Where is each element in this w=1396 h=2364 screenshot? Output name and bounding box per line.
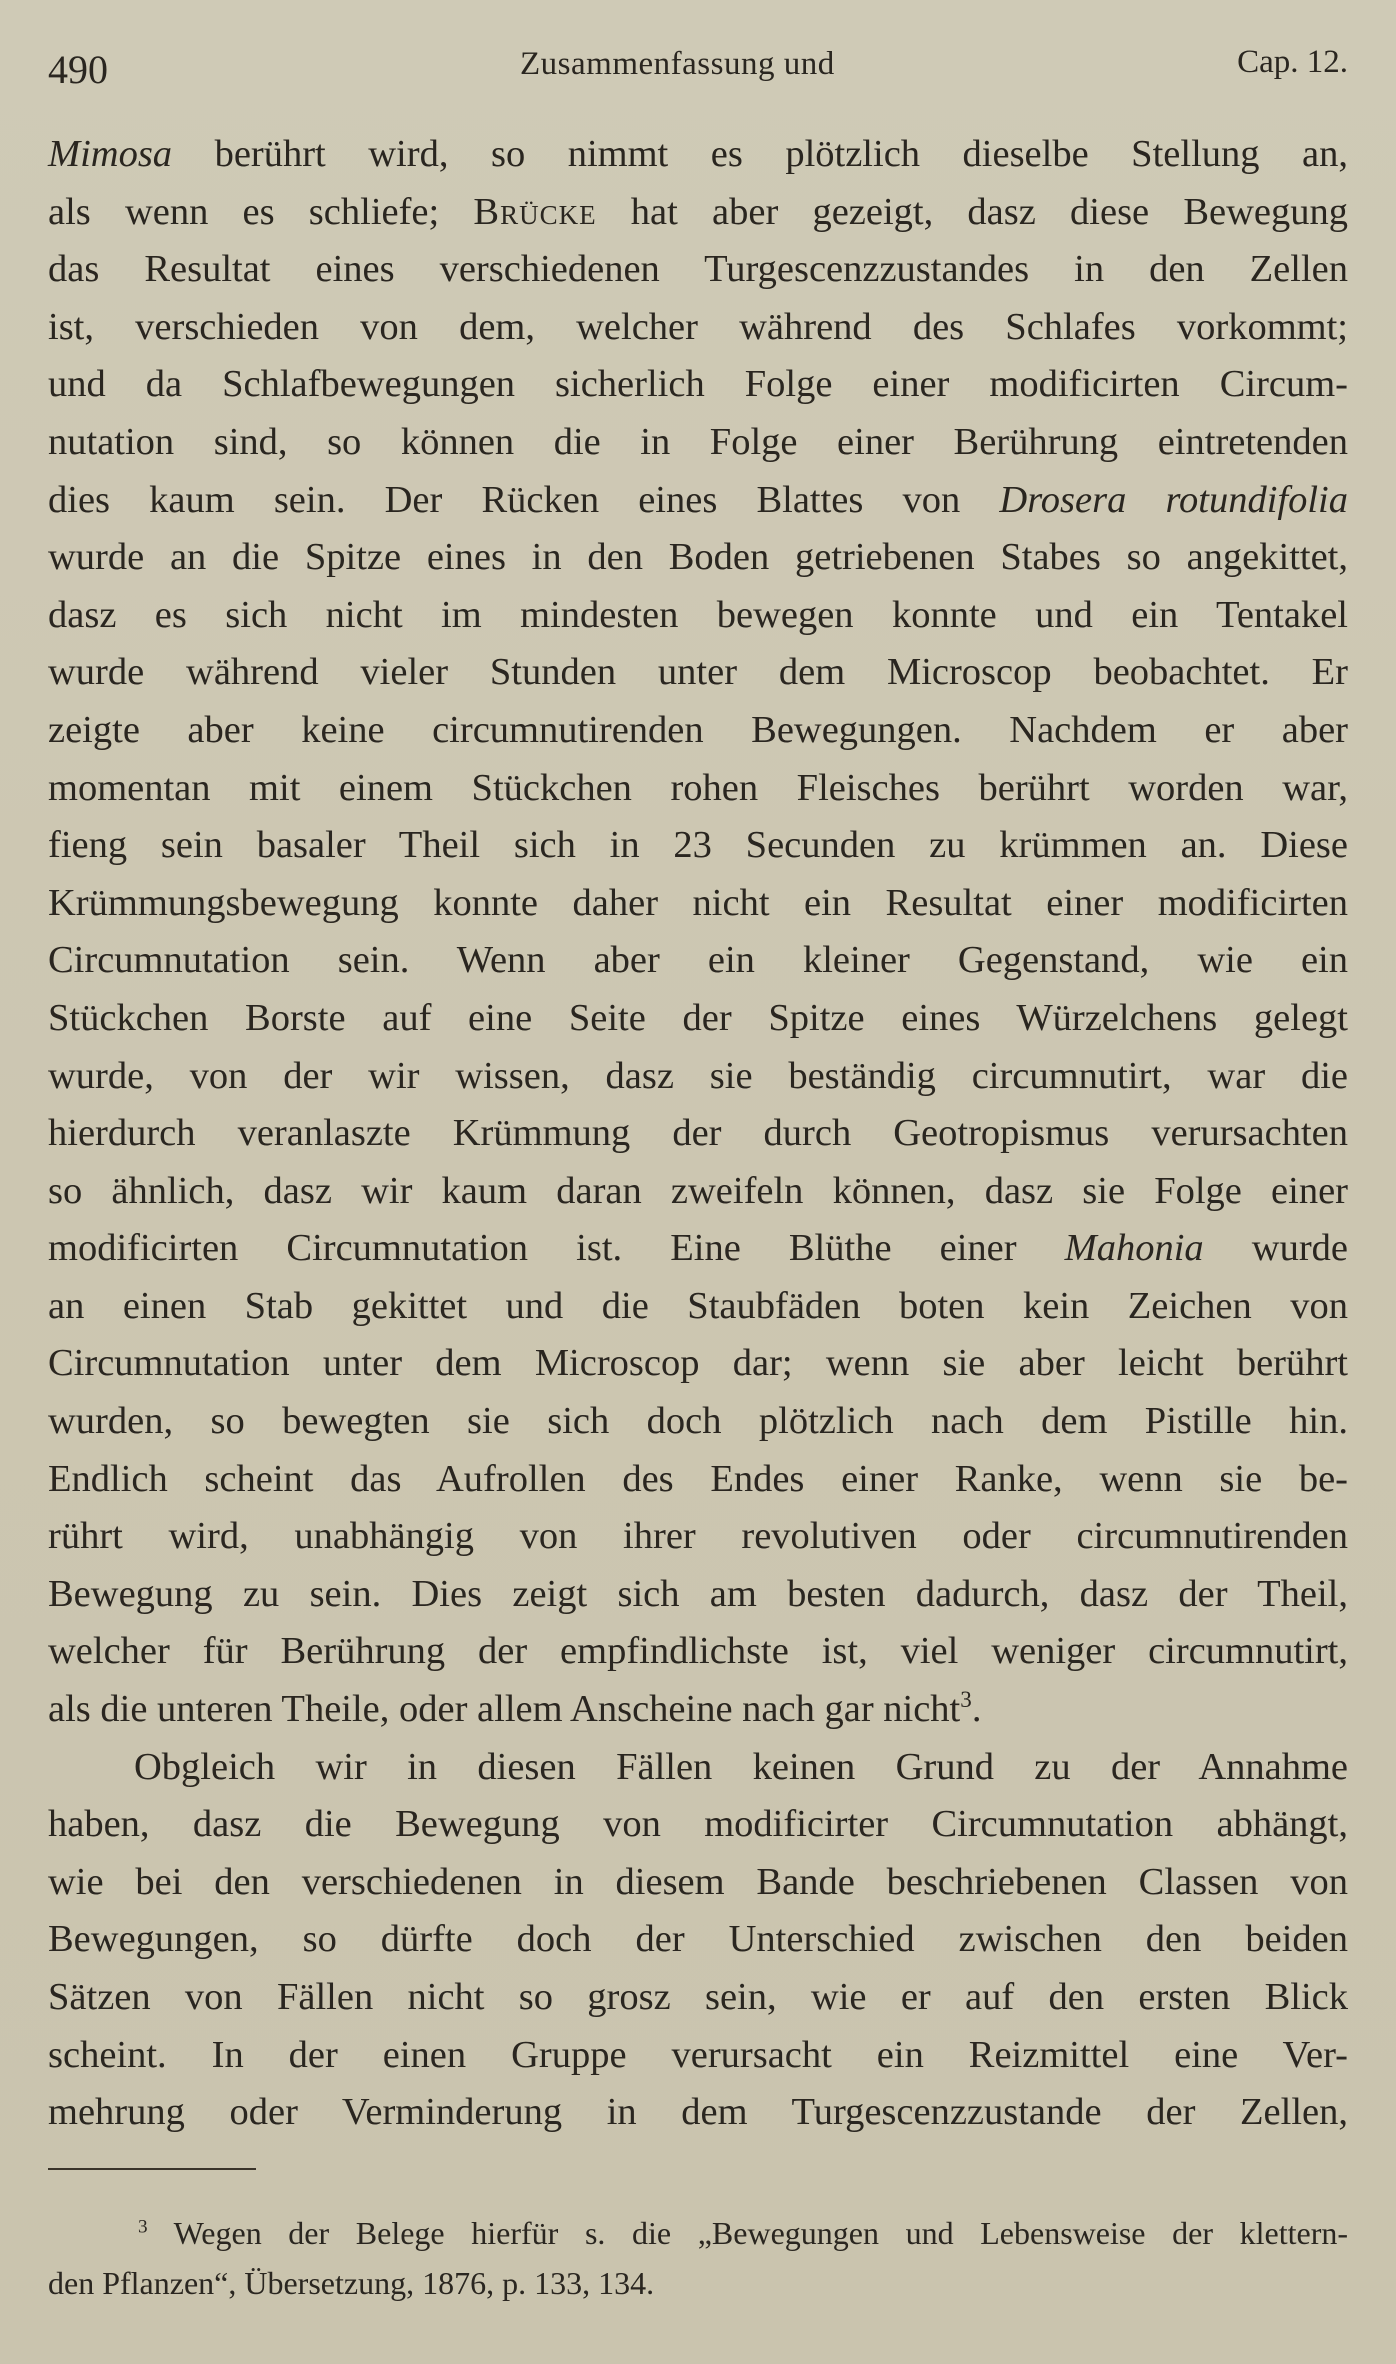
body-text (48, 126, 1348, 2142)
text-line: ist, verschieden von dem, welcher während des Schlafes vorkommt; (48, 305, 1348, 348)
text-line: Bewegungen, so dürfte doch der Unterschied zwischen den beiden (48, 1918, 1348, 1961)
text-line: so ähnlich, dasz wir kaum daran zweifeln können, dasz sie Folge einer (48, 1169, 1348, 1212)
text-line: momentan mit einem Stückchen rohen Fleisches berührt worden war, (48, 766, 1348, 809)
text-line: zeigte aber keine circumnutirenden Bewegungen. Nachdem er aber (48, 708, 1348, 751)
text-line: wurde während vieler Stunden unter dem Microscop beobachtet. Er (48, 651, 1348, 694)
text-line: Circumnutation sein. Wenn aber ein kleiner Gegenstand, wie ein (48, 939, 1348, 982)
running-title: Zusammenfassung und (520, 46, 835, 82)
text-line: als die unteren Theile, oder allem Anscheine nach gar nicht$^3$. (48, 1686, 982, 1731)
text-line: fieng sein basaler Theil sich in 23 Secunden zu krümmen an. Diese (48, 824, 1348, 867)
text-line: wurde an die Spitze eines in den Boden getriebenen Stabes so angekittet, (48, 536, 1348, 579)
footnote-reference[interactable]: 3 (960, 1686, 972, 1713)
text-line: Stückchen Borste auf eine Seite der Spitze eines Würzelchens gelegt (48, 996, 1348, 1039)
page-number: 490 (48, 47, 108, 92)
text-line: wurde, von der wir wissen, dasz sie beständig circumnutirt, war die (48, 1054, 1348, 1097)
text-line: Krümmungsbewegung konnte daher nicht ein Resultat einer modificirten (48, 881, 1348, 924)
paragraph-start-line: Obgleich wir in diesen Fällen keinen Grund zu der Annahme (134, 1745, 1348, 1788)
text-line: wie bei den verschiedenen in diesem Bande beschriebenen Classen von (48, 1860, 1348, 1903)
text-line: Mimosa berührt wird, so nimmt es plötzlich dieselbe Stellung an, (48, 133, 1348, 175)
text-line: Bewegung zu sein. Dies zeigt sich am besten dadurch, dasz der Theil, (48, 1572, 1348, 1615)
text-line: Endlich scheint das Aufrollen des Endes einer Ranke, wenn sie be- (48, 1457, 1348, 1500)
text-line: das Resultat eines verschiedenen Turgescenzzustandes in den Zellen (48, 248, 1348, 291)
text-line: mehrung oder Verminderung in dem Turgescenzzustande der Zellen, (48, 2091, 1348, 2134)
text-line: an einen Stab gekittet und die Staubfäden boten kein Zeichen von (48, 1284, 1348, 1327)
species-name: Mahonia (1064, 1227, 1204, 1270)
text-line: haben, dasz die Bewegung von modificirter Circumnutation abhängt, (48, 1803, 1348, 1846)
text-line: scheint. In der einen Gruppe verursacht ein Reizmittel eine Ver- (48, 2033, 1348, 2076)
footnote (48, 2208, 1348, 2308)
text-line: modificirten Circumnutation ist. Eine Blüthe einer Mahonia wurde (48, 1227, 1348, 1270)
text-line: hierdurch veranlaszte Krümmung der durch Geotropismus verursachten (48, 1112, 1348, 1155)
species-name: Drosera rotundifolia (999, 478, 1349, 521)
footnote-line: $^3$ Wegen der Belege hierfür s. die „Bewegungen und Lebensweise der klettern- (138, 2215, 1349, 2251)
footnote-divider (48, 2168, 256, 2170)
species-name: Mimosa (48, 133, 173, 175)
chapter-label: Cap. 12. (1237, 44, 1348, 80)
footnote-marker: 3 (138, 2216, 148, 2238)
text-line: rührt wird, unabhängig von ihrer revolutiven oder circumnutirenden (48, 1515, 1348, 1558)
text-line: Circumnutation unter dem Microscop dar; wenn sie aber leicht berührt (48, 1342, 1348, 1385)
text-line: nutation sind, so können die in Folge einer Berührung eintretenden (48, 420, 1348, 463)
text-line: dies kaum sein. Der Rücken eines Blattes von Drosera rotundifolia (48, 478, 1349, 521)
text-line: und da Schlafbewegungen sicherlich Folge einer modificirten Circum- (48, 363, 1348, 406)
text-line: Sätzen von Fällen nicht so grosz sein, wie er auf den ersten Blick (48, 1976, 1348, 2018)
text-line: welcher für Berührung der empfindlichste ist, viel weniger circumnutirt, (48, 1630, 1348, 1673)
footnote-line: den Pflanzen“, Übersetzung, 1876, p. 133, 134. (48, 2265, 655, 2301)
text-line: als wenn es schliefe; Brücke hat aber gezeigt, dasz diese Bewegung (48, 190, 1348, 233)
author-name: Brücke (473, 190, 597, 233)
text-line: wurden, so bewegten sie sich doch plötzlich nach dem Pistille hin. (48, 1400, 1348, 1443)
page-header (48, 40, 1348, 100)
text-line: dasz es sich nicht im mindesten bewegen konnte und ein Tentakel (48, 593, 1348, 636)
